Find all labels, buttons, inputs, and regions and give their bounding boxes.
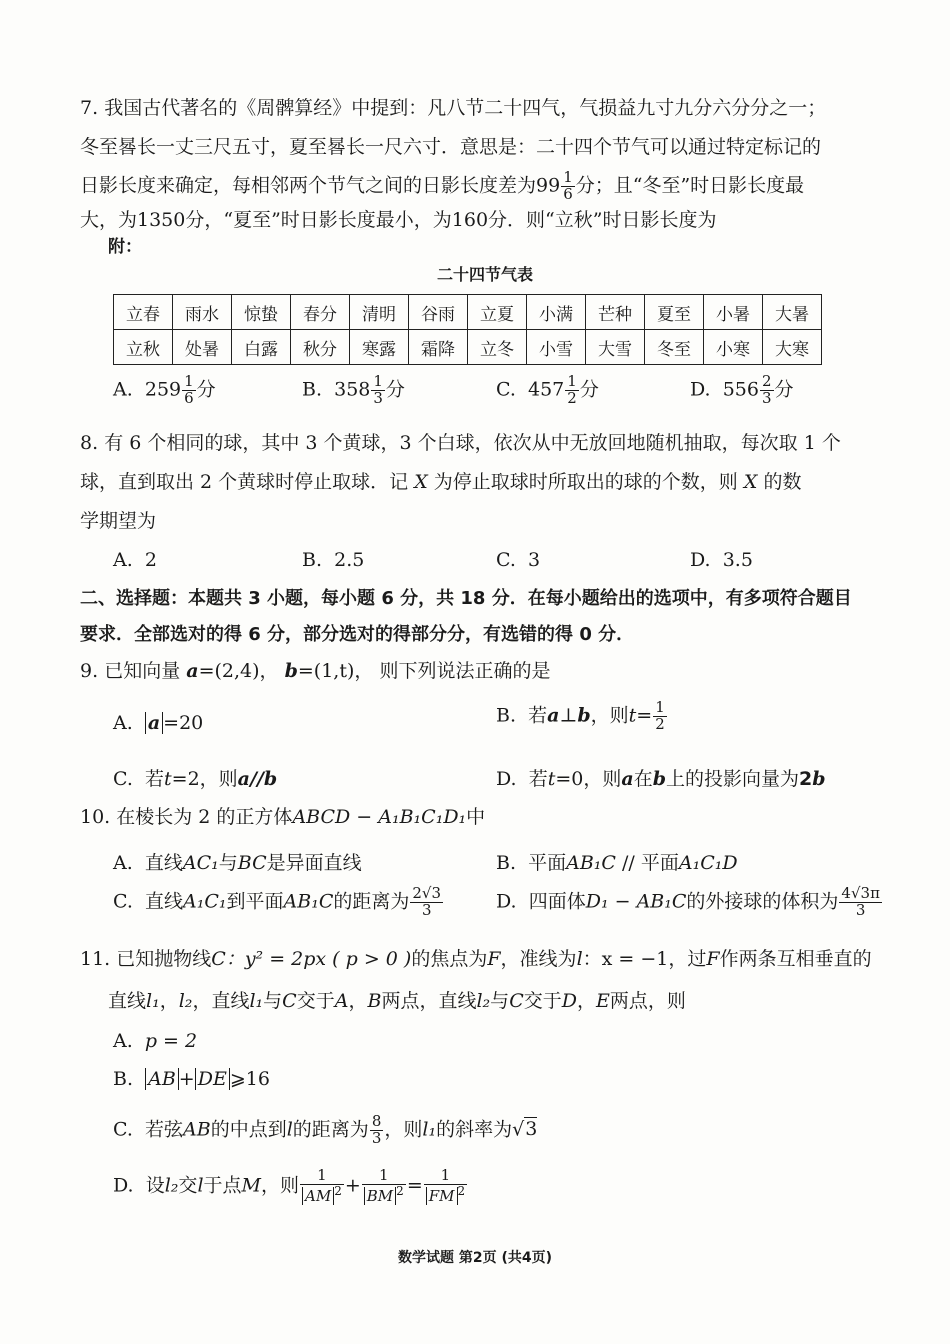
q7-frac-num: 1	[563, 168, 573, 186]
line-bc: BC	[237, 852, 267, 874]
vector-b: b	[577, 704, 591, 727]
q8-number: 8.	[80, 432, 99, 454]
option-post: 上的投影向量为	[666, 768, 800, 790]
q9-number: 9.	[80, 660, 99, 682]
option-post: 的外接球的体积为	[686, 890, 839, 913]
option-unit: 分	[196, 378, 216, 401]
frac-den: 3	[371, 1128, 382, 1147]
q8-text-b: 为停止取球时所取出的球的个数，则	[433, 471, 738, 493]
var-f: F	[487, 948, 501, 970]
table-cell: 小暑	[704, 295, 763, 330]
seg-de: DE	[197, 1068, 227, 1090]
option-post: ，则	[590, 704, 629, 727]
q9-option-c[interactable]	[113, 764, 277, 791]
option-unit: 分	[385, 378, 405, 401]
table-cell: 小雪	[527, 330, 586, 365]
q11-text-2a: 直线	[108, 990, 147, 1012]
exponent: 2	[334, 1183, 342, 1198]
q10-number: 10.	[80, 806, 111, 828]
table-cell: 白露	[232, 330, 291, 365]
frac-num: 1	[184, 372, 194, 390]
table-cell: 立冬	[468, 330, 527, 365]
q11-text-2e: 交于	[523, 990, 562, 1012]
var-m: M	[241, 1174, 261, 1197]
table-cell: 大暑	[763, 295, 822, 330]
option-whole: 556	[722, 378, 759, 401]
q7-line2: 冬至晷长一丈三尺五寸，夏至晷长一尺六寸．意思是：二十四个节气可以通过特定标记的	[80, 136, 822, 158]
frac-num: 1	[655, 698, 665, 716]
q11-option-a[interactable]	[113, 1030, 197, 1052]
option-mid2: 于点	[203, 1174, 242, 1197]
vector-a: a	[237, 768, 250, 790]
option-pre: 若弦	[145, 1118, 184, 1141]
q11-text-c: 的焦点为	[411, 948, 488, 970]
table-cell: 小寒	[704, 330, 763, 365]
option-label: A.	[113, 549, 133, 571]
plane-ab1c: AB₁C	[283, 890, 334, 913]
table-cell: 谷雨	[409, 295, 468, 330]
q7-option-a[interactable]	[113, 374, 216, 407]
q11-line1	[80, 948, 872, 971]
option-label: B.	[496, 704, 517, 727]
table-cell: 小满	[527, 295, 586, 330]
option-rest: ⩾16	[229, 1068, 270, 1090]
var-c: C	[211, 948, 226, 970]
option-label: C.	[496, 549, 516, 571]
line-a1c1: A₁C₁	[183, 890, 227, 913]
seg-bm: BM	[366, 1186, 394, 1205]
option-fraction	[565, 374, 579, 407]
option-label: C.	[113, 768, 133, 790]
q11-number: 11.	[80, 948, 111, 970]
option-label: C.	[496, 378, 516, 401]
q10-option-b[interactable]	[496, 848, 738, 875]
q11-text-2h: 两点，则	[609, 990, 686, 1012]
option-pre: 四面体	[528, 890, 586, 913]
option-label: B.	[302, 378, 323, 401]
q7-fraction	[561, 170, 575, 203]
sqrt-value: 3	[525, 1118, 538, 1141]
option-pre: 直线	[145, 890, 184, 913]
option-whole: 259	[144, 378, 182, 401]
option-eq: =2，则	[171, 768, 238, 790]
q8-text-a: 球，直到取出 2 个黄球时停止取球．记	[80, 471, 409, 493]
frac-num: 1	[373, 372, 383, 390]
table-row	[114, 330, 822, 365]
q9-option-a[interactable]	[113, 712, 203, 734]
option-pre: 若	[528, 768, 548, 790]
option-fraction	[182, 374, 196, 407]
q8-option-b[interactable]	[302, 549, 364, 571]
q8-text-c: 的数	[763, 471, 802, 493]
tetrahedron: D₁ − AB₁C	[585, 890, 687, 913]
var-d: D	[561, 990, 577, 1012]
option-label: B.	[113, 1068, 134, 1090]
vector-a: a	[147, 712, 161, 734]
frac-den	[300, 1185, 344, 1205]
table-cell: 冬至	[645, 330, 704, 365]
option-whole: 457	[528, 378, 565, 401]
q11-text-e: ：x = −1，过	[582, 948, 707, 970]
table-cell: 惊蛰	[232, 295, 291, 330]
table-cell: 夏至	[645, 295, 704, 330]
q8-line1	[80, 432, 841, 455]
option-text: 3	[528, 549, 541, 571]
option-label: A.	[113, 1030, 133, 1052]
option-post2: ，则	[384, 1118, 423, 1141]
frac-num: 1	[424, 1168, 467, 1185]
var-l: l	[576, 948, 583, 970]
frac-den: 3	[761, 388, 772, 407]
var-t: t	[628, 704, 637, 727]
var-l2: l₂	[164, 1174, 179, 1197]
vector-a: a	[186, 660, 199, 682]
q7-attachment-label: 附：	[108, 237, 142, 257]
frac-den: 3	[421, 900, 432, 919]
option-expr: =20	[163, 712, 204, 734]
frac-den: 3	[855, 900, 866, 919]
table-row	[114, 295, 822, 330]
q11-option-b[interactable]	[113, 1068, 270, 1090]
table-cell: 清明	[350, 295, 409, 330]
table-cell: 立春	[114, 295, 173, 330]
option-eq: =0，则	[555, 768, 622, 790]
vector-a: a	[547, 704, 560, 727]
q11-text-2c: ，直线	[192, 990, 250, 1012]
perp-symbol: ⊥	[559, 704, 578, 727]
option-post: 是异面直线	[266, 852, 362, 874]
option-post: 的距离为	[333, 890, 410, 913]
q7-option-d[interactable]	[690, 374, 794, 407]
option-label: A.	[113, 712, 133, 734]
option-text: p = 2	[144, 1030, 198, 1052]
option-fraction	[760, 374, 774, 407]
q7-line3	[80, 170, 804, 203]
var-t: t	[547, 768, 556, 790]
option-mid: 到平面	[226, 890, 284, 913]
option-label: D.	[690, 549, 711, 571]
q11-option-d[interactable]: D. 设l₂交l于点M，则 $\frac{1}{AM ^2}$ + $\frac{1}{BM ^2}$ = $\frac{1}{FM ^2}$	[113, 1166, 466, 1205]
option-label: B.	[302, 549, 323, 571]
q8-option-c[interactable]	[496, 549, 540, 571]
solar-terms-table-title: 二十四节气表	[437, 265, 534, 284]
page-footer: 数学试题 第2页 (共4页)	[398, 1250, 553, 1266]
var-e: E	[596, 990, 610, 1012]
q7-line3-text-b: 分；且“冬至”时日影长度最	[575, 174, 805, 197]
q10-option-c[interactable]	[113, 886, 444, 919]
q8-var-x: X	[414, 471, 428, 493]
exponent: 2	[396, 1183, 404, 1198]
option-label: C.	[113, 1118, 133, 1141]
option-mid: 与	[218, 852, 238, 874]
option-fraction	[839, 886, 882, 919]
q8-option-a[interactable]	[113, 549, 157, 571]
q10-text-b: 中	[466, 806, 486, 828]
table-cell: 立秋	[114, 330, 173, 365]
abs-ab	[145, 1068, 179, 1090]
frac-den: 2	[567, 388, 577, 407]
frac-num: 1	[362, 1168, 406, 1185]
var-l1: l₁	[422, 1118, 437, 1141]
q7-number: 7.	[80, 97, 99, 119]
exponent: 2	[457, 1183, 466, 1198]
frac-den: 2	[655, 714, 665, 733]
line-ac1: AC₁	[182, 852, 219, 874]
q11-line2	[108, 990, 686, 1013]
table-cell: 春分	[291, 295, 350, 330]
option-mid: 的中点到	[210, 1118, 287, 1141]
q7-option-c[interactable]	[496, 374, 599, 407]
option-fraction	[410, 886, 443, 919]
var-t: t	[164, 768, 172, 790]
frac-num: 1	[300, 1168, 344, 1185]
var-l: l	[286, 1118, 293, 1141]
var-l1: l₁	[146, 990, 160, 1012]
table-cell: 霜降	[409, 330, 468, 365]
option-label: A.	[113, 378, 133, 401]
table-cell: 雨水	[173, 295, 232, 330]
var-l2: l₂	[476, 990, 491, 1012]
q10-text-a: 在棱长为 2 的正方体	[116, 806, 293, 828]
q9-stem	[80, 660, 550, 683]
table-cell: 处暑	[173, 330, 232, 365]
option-mid: 交	[178, 1174, 198, 1197]
var-a: A	[334, 990, 349, 1012]
table-cell: 芒种	[586, 295, 645, 330]
q7-option-b[interactable]	[302, 374, 405, 407]
seg-ab: AB	[183, 1118, 211, 1141]
option-label: D.	[496, 768, 517, 790]
fraction-bm	[362, 1168, 406, 1205]
q11-text-2d: 与	[490, 990, 510, 1012]
frac-num: 4√3π	[841, 884, 880, 902]
parabola-eq: ：y² = 2px ( p > 0 )	[225, 948, 412, 970]
q8-option-d[interactable]	[690, 549, 753, 571]
q10-stem	[80, 806, 485, 829]
option-label: A.	[113, 852, 133, 874]
q8-var-x: X	[743, 471, 758, 493]
plane-a1c1d: A₁C₁D	[678, 852, 738, 874]
option-post: 的距离为	[292, 1118, 369, 1141]
seg-fm: FM	[428, 1186, 455, 1205]
var-l: l	[197, 1174, 204, 1197]
option-post3: 的斜率为	[436, 1118, 513, 1141]
var-l1: l₁	[249, 990, 264, 1012]
plane-ab1c: AB₁C	[566, 852, 616, 874]
q9-text-a: 已知向量	[104, 660, 181, 682]
q11-text-2e: 交于	[296, 990, 335, 1012]
seg-am: AM	[305, 1186, 332, 1205]
q10-option-a[interactable]	[113, 848, 362, 875]
q7-line3-text-a: 日影长度来确定，每相邻两个节气之间的日影长度差为99	[80, 174, 561, 197]
vector-b: b	[284, 660, 298, 682]
fraction-fm	[424, 1168, 467, 1205]
vector-b: b	[263, 768, 278, 790]
q8-text-line1: 有 6 个相同的球，其中 3 个黄球，3 个白球，依次从中无放回地随机抽取，每次取 1 个	[104, 432, 841, 454]
option-label: D.	[113, 1174, 134, 1197]
var-f: F	[706, 948, 720, 970]
q10-option-d[interactable]	[496, 886, 883, 919]
frac-num: 8	[371, 1112, 382, 1130]
option-pre: 设	[145, 1174, 165, 1197]
q11-text-f: 作两条互相垂直的	[719, 948, 872, 970]
frac-den: 3	[373, 388, 383, 407]
var-b: B	[367, 990, 382, 1012]
parallel-symbol: //	[249, 768, 264, 790]
q11-text-a: 已知抛物线	[116, 948, 212, 970]
q9-text-b: 则下列说法正确的是	[379, 660, 551, 682]
q9-val-b: =(1,t)，	[297, 660, 374, 682]
section2-heading-line2: 要求．全部选对的得 6 分，部分选对的得部分分，有选错的得 0 分．	[80, 624, 635, 645]
table-cell: 秋分	[291, 330, 350, 365]
equals: =	[636, 704, 653, 727]
table-cell: 大雪	[586, 330, 645, 365]
q7-line1	[80, 97, 826, 120]
q7-line4: 大，为1350分，“夏至”时日影长度最小，为160分．则“立秋”时日影长度为	[80, 209, 717, 231]
option-post: ，则	[261, 1174, 300, 1197]
option-pre: 若	[145, 768, 165, 790]
option-fraction	[653, 700, 667, 733]
vector-b: b	[652, 768, 666, 790]
q9-val-a: =(2,4)，	[198, 660, 279, 682]
option-pre: 若	[528, 704, 548, 727]
solar-terms-table	[113, 294, 822, 365]
option-text: 3.5	[722, 549, 753, 571]
section2-heading-line1: 二、选择题：本题共 3 小题，每小题 6 分，共 18 分．在每小题给出的选项中，有多项符合题目	[80, 588, 852, 609]
option-text: 2	[144, 549, 157, 571]
vector-b: b	[812, 768, 826, 790]
option-pre: 直线	[144, 852, 183, 874]
q11-option-c[interactable]: C. 若弦AB的中点到l的距离为 $\frac{8}{3}$ ，则l₁的斜率为√3	[113, 1112, 538, 1147]
q11-text-d: ，准线为	[500, 948, 577, 970]
option-whole: 358	[334, 378, 371, 401]
option-label: C.	[113, 890, 133, 913]
option-mid: 在	[633, 768, 653, 790]
table-cell: 大寒	[763, 330, 822, 365]
var-c: C	[509, 990, 524, 1012]
vector-a: a	[621, 768, 634, 790]
q11-text-2g: 两点，直线	[381, 990, 477, 1012]
frac-num: 1	[567, 372, 577, 390]
comma: ，	[348, 990, 368, 1012]
q10-cube: ABCD − A₁B₁C₁D₁	[292, 806, 467, 828]
var-l2: l₂	[178, 990, 193, 1012]
option-unit: 分	[774, 378, 794, 401]
var-c: C	[282, 990, 297, 1012]
q7-text-line1: 我国古代著名的《周髀算经》中提到：凡八节二十四气，气损益九寸九分六分分之一；	[104, 97, 827, 119]
option-label: B.	[496, 852, 517, 874]
seg-ab: AB	[148, 1068, 176, 1090]
q11-text-2d: 与	[263, 990, 283, 1012]
comma: ，	[576, 990, 596, 1012]
option-label: D.	[690, 378, 711, 401]
option-unit: 分	[579, 378, 599, 401]
abs-a	[145, 712, 163, 734]
q7-frac-den: 6	[563, 184, 573, 203]
plus: +	[178, 1068, 195, 1090]
option-label: D.	[496, 890, 517, 913]
option-text: 2.5	[334, 549, 365, 571]
frac-den	[424, 1185, 467, 1205]
comma: ，	[159, 990, 179, 1012]
table-cell: 寒露	[350, 330, 409, 365]
frac-num: 2	[761, 372, 772, 390]
option-pre: 平面	[528, 852, 567, 874]
fraction-am	[300, 1168, 344, 1205]
option-val: 2	[799, 768, 813, 790]
q8-line3: 学期望为	[80, 510, 157, 532]
abs-de	[195, 1068, 230, 1090]
option-fraction	[371, 374, 385, 407]
frac-num: 2√3	[412, 884, 442, 902]
frac-den	[362, 1185, 406, 1205]
frac-den: 6	[184, 388, 194, 407]
q8-line2	[80, 471, 801, 494]
q9-option-d[interactable]	[496, 764, 826, 791]
q9-option-b[interactable]	[496, 700, 668, 733]
option-mid: // 平面	[622, 852, 679, 874]
table-cell: 立夏	[468, 295, 527, 330]
option-fraction	[370, 1114, 384, 1147]
